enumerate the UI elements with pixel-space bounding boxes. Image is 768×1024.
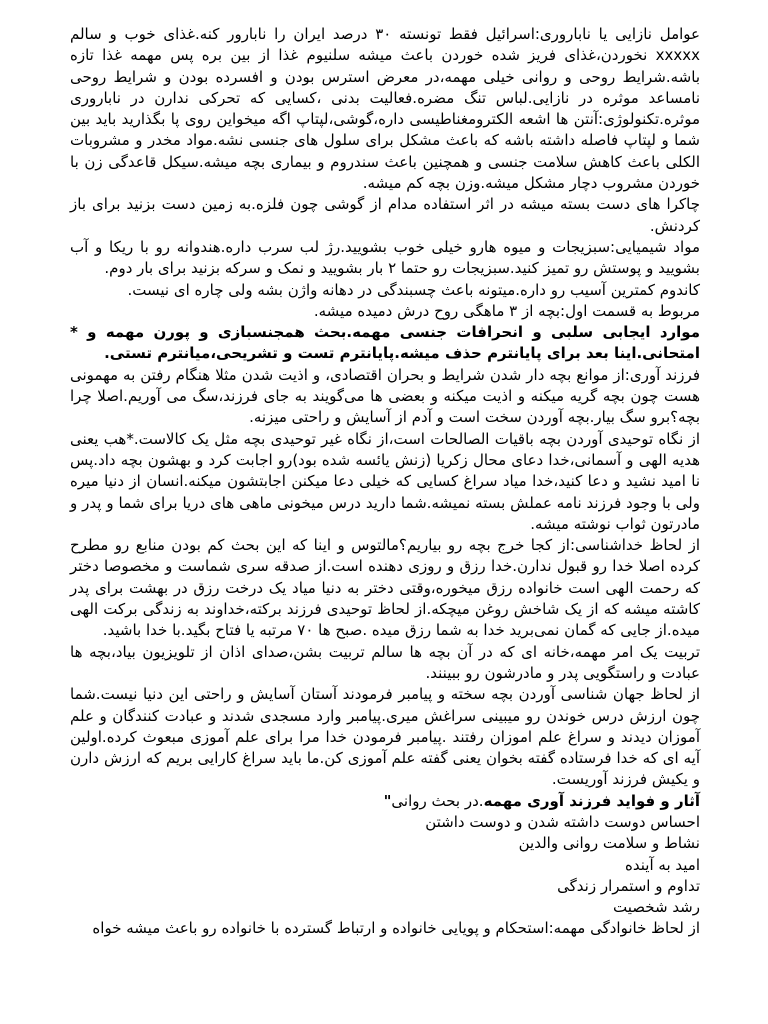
document-page	[70, 24, 700, 940]
list-item: احساس دوست داشته شدن و دوست داشتن	[425, 812, 700, 831]
paragraph-childbearing: فرزند آوری:از موانع بچه دار شدن شرایط و بحران اقتصادی، و اذیت شدن مثلا هنگام رفتن به مهمونی هست چون بچه گریه میکنه و اذیت میکنه و بعضی ها می‌گویند به جای فرزند،سگ می آوریم.اصلا چرا بچه؟برو سگ بیار.بچه آوردن سخت است و آدم از آسایش و راحتی میزنه.	[70, 365, 700, 427]
paragraph-part-one-note: مربوط به قسمت اول:بچه از ۳ ماهگی روح درش دمیده میشه.	[313, 301, 700, 320]
paragraph-condom: کاندوم کمترین آسیب رو داره.میتونه باعث چسبندگی در دهانه واژن بشه ولی چاره ای نیست.	[127, 280, 700, 299]
section-heading-bold: آثار و فواید فرزند آوری مهمه	[483, 791, 700, 810]
paragraph-infertility-factors: عوامل نازایی یا ناباروری:اسرائیل فقط تونسته ۳۰ درصد ایران را نابارور کنه.غذای خوب و سالم xxxxx نخوردن،غذای فریز شده خوردن باعث میشه سلنیوم غذا از بین بره پس مهمه غذا تازه باشه.شرایط روحی و روانی خیلی مهمه،در معرض استرس بودن و افسرده بودن و شرایط روحی نامساعد موثره در نازایی.لباس تنگ مضره.فعالیت بدنی ،کسایی که تحرکی ندارن در ناباروری موثره.تکنولوژی:آنتن ها اشعه الکترومغناطیسی داره،گوشی،لپتاپ اگه میخواین روی پا بگذارید باید بین شما و لپتاپ فاصله داشته باشه که باعث مشکل برای سلول های جنسی نشه.مواد مخدر و مشروبات الکلی باعث کاهش سلامت جنسی و همچنین باعث سندروم و بیماری بچه میشه.سیکل قاعدگی زن با خوردن مشروب دچار مشکل میشه.وزن بچه کم میشه.	[70, 25, 701, 193]
list-item: امید به آینده	[625, 855, 700, 874]
list-item: نشاط و سلامت روانی والدین	[518, 834, 700, 853]
section-heading	[70, 791, 700, 812]
paragraph-chakras: چاکرا های دست بسته میشه در اثر استفاده مدام از گوشی چون فلزه.به زمین دست بزنید برای باز کردنش.	[70, 195, 700, 235]
paragraph-monotheistic-view: از نگاه توحیدی آوردن بچه باقیات الصالحات است،از نگاه غیر توحیدی بچه مثل یک کالاست.*هب یعنی هدیه الهی و آسمانی،خدا دعای محال زکریا (زنش یائسه شده بود)رو اجابت کرد و بهشون بچه داد.پس نا امید نشید و دعا کنید،خدا میاد سراغ کسایی که خیلی دعا میکنن اجابتشون میکنه.انسان از دنیا میره ولی با وجود فرزند نامه عملش بسته نمیشه.شما دارید درس میخونی ماهی های دریا برای شما و پدر و مادرتون ثواب نوشته میشه.	[70, 429, 700, 533]
section-heading-marker: "	[383, 791, 392, 810]
list-item: تداوم و استمرار زندگی	[557, 876, 700, 895]
paragraph-family: از لحاظ خانوادگی مهمه:استحکام و پویایی خانواده و ارتباط گسترده با خانواده رو باعث میشه خواه	[92, 919, 700, 938]
paragraph-upbringing: تربیت یک امر مهمه،خانه ای که در آن بچه ها سالم تربیت بشن،صدای اذان از تلویزیون بیاد،بچه ها عبادت و راستگویی پدر و مادرشون رو ببینند.	[70, 642, 700, 682]
list-item: رشد شخصیت	[613, 898, 700, 917]
section-heading-rest: .در بحث روانی	[391, 791, 484, 810]
paragraph-theology: از لحاظ خداشناسی:از کجا خرج بچه رو بیاریم؟مالتوس و اینا که این بحث کم بودن منابع رو مطرح کرده اصلا خدا رو قبول ندارن.خدا رزق و روزی دهنده است.از صدقه سری شماست و مخصوصا دختر که رحمت الهی است خانواده رزق میخوره،وقتی دختر به دنیا میاد یک درخت رزق در بهشت برای پدر کاشته میشه که از یک شاخش روغن میچکه.از لحاظ توحیدی فرزند برکته،خداوند به زندگی برکت الهی میده.از جایی که گمان نمی‌برید خدا به شما رزق میده .صبح ها ۷۰ مرتبه یا فتاح بگید.با خدا باشید.	[70, 536, 700, 640]
paragraph-exam-note: موارد ایجابی سلبی و انحرافات جنسی مهمه.بحث همجنسبازی و پورن مهمه و * امتحانی.اینا بعد برای پایانترم حذف میشه.پایانترم تست و تشریحی،میانترم تستی.	[70, 323, 700, 363]
benefits-list	[70, 812, 700, 918]
paragraph-cosmology: از لحاظ جهان شناسی آوردن بچه سخته و پیامبر فرمودند آستان آسایش و راحتی این دنیا نیست.شما چون ارزش درس خوندن رو میبینی سراغش میری.پیامبر وارد مسجدی شدند و عبادت کنندگان و علم آموزان دیدند و سراغ علم اموزان رفتند .پیامبر فرمودن خدا مرا برای علم آموزی مبعوث کرده.اولین آیه ای که خدا فرستاده گفته بخوان یعنی گفته علم آموزی کن.ما باید سراغ کارایی بریم که ارزش دارن و یکیش فرزند آوریست.	[70, 685, 700, 789]
paragraph-chemicals: مواد شیمیایی:سبزیجات و میوه هارو خیلی خوب بشویید.رژ لب سرب داره.هندوانه رو با ریکا و آب بشویید و پوستش رو تمیز کنید.سبزیجات رو حتما ۲ بار بشویید و نمک و سرکه بزنید برای بار دوم.	[70, 237, 700, 278]
